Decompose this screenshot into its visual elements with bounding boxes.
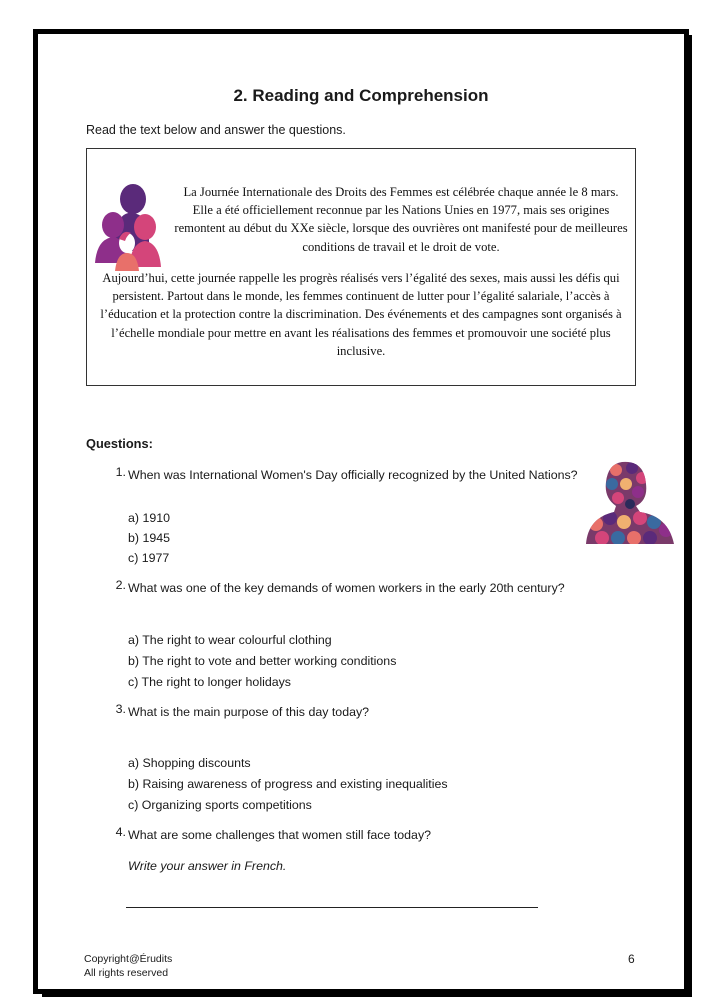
footer-copyright [84,952,172,980]
answer-prompt: Write your answer in French. [128,859,287,873]
option: a) 1910 [128,511,171,525]
question-text: When was International Women's Day officially recognized by the United Nations? [128,468,578,482]
crowd-silhouette-icon [586,458,676,544]
worksheet-page [33,29,689,994]
option: b) The right to vote and better working conditions [128,654,397,668]
question-number: 4. [115,825,126,839]
option: b) Raising awareness of progress and existing inequalities [128,777,448,791]
option: c) Organizing sports competitions [128,798,312,812]
option: a) Shopping discounts [128,756,251,770]
option: c) The right to longer holidays [128,675,292,689]
instructions: Read the text below and answer the questions. [86,123,346,137]
option: a) The right to wear colourful clothing [128,633,332,647]
question-text: What are some challenges that women still face today? [128,828,432,842]
option: c) 1977 [128,551,170,565]
page-title: 2. Reading and Comprehension [233,86,489,105]
questions-heading: Questions: [86,436,153,451]
passage-paragraph-2: Aujourd’hui, cette journée rappelle les progrès réalisés vers l’égalité des sexes, mais aussi les défis qui persistent. Partout dans le monde, les femmes continuent de lutter pour l’égalité salariale, l’accès à l’éducation et la protection contre la discrimination. Des événements et des campagnes sont organisés à l’échelle mondiale pour mettre en avant les réalisations des femmes et promouvoir une société plus inclusive. [100,271,622,358]
answer-line[interactable] [126,907,538,908]
passage-paragraph-1: La Journée Internationale des Droits des Femmes est célébrée chaque année le 8 mars. Elle a été officiellement reconnue par les Nations Unies en 1977, mais ses origines remontent au début du XXe siècle, lorsque des ouvrières ont manifesté pour de meilleures conditions de travail et le droit de vote. [174,185,628,254]
question-number: 3. [115,702,126,716]
question-text: What is the main purpose of this day today? [128,705,370,719]
page-number: 6 [628,952,635,966]
women-silhouettes-icon [93,181,163,273]
reading-passage-box [86,148,636,386]
copyright-text: Copyright@Érudits [84,953,173,965]
option: b) 1945 [128,531,171,545]
question-text: What was one of the key demands of women workers in the early 20th century? [128,581,565,595]
question-number: 2. [115,578,126,592]
question-number: 1. [115,465,126,479]
rights-text: All rights reserved [84,967,169,979]
